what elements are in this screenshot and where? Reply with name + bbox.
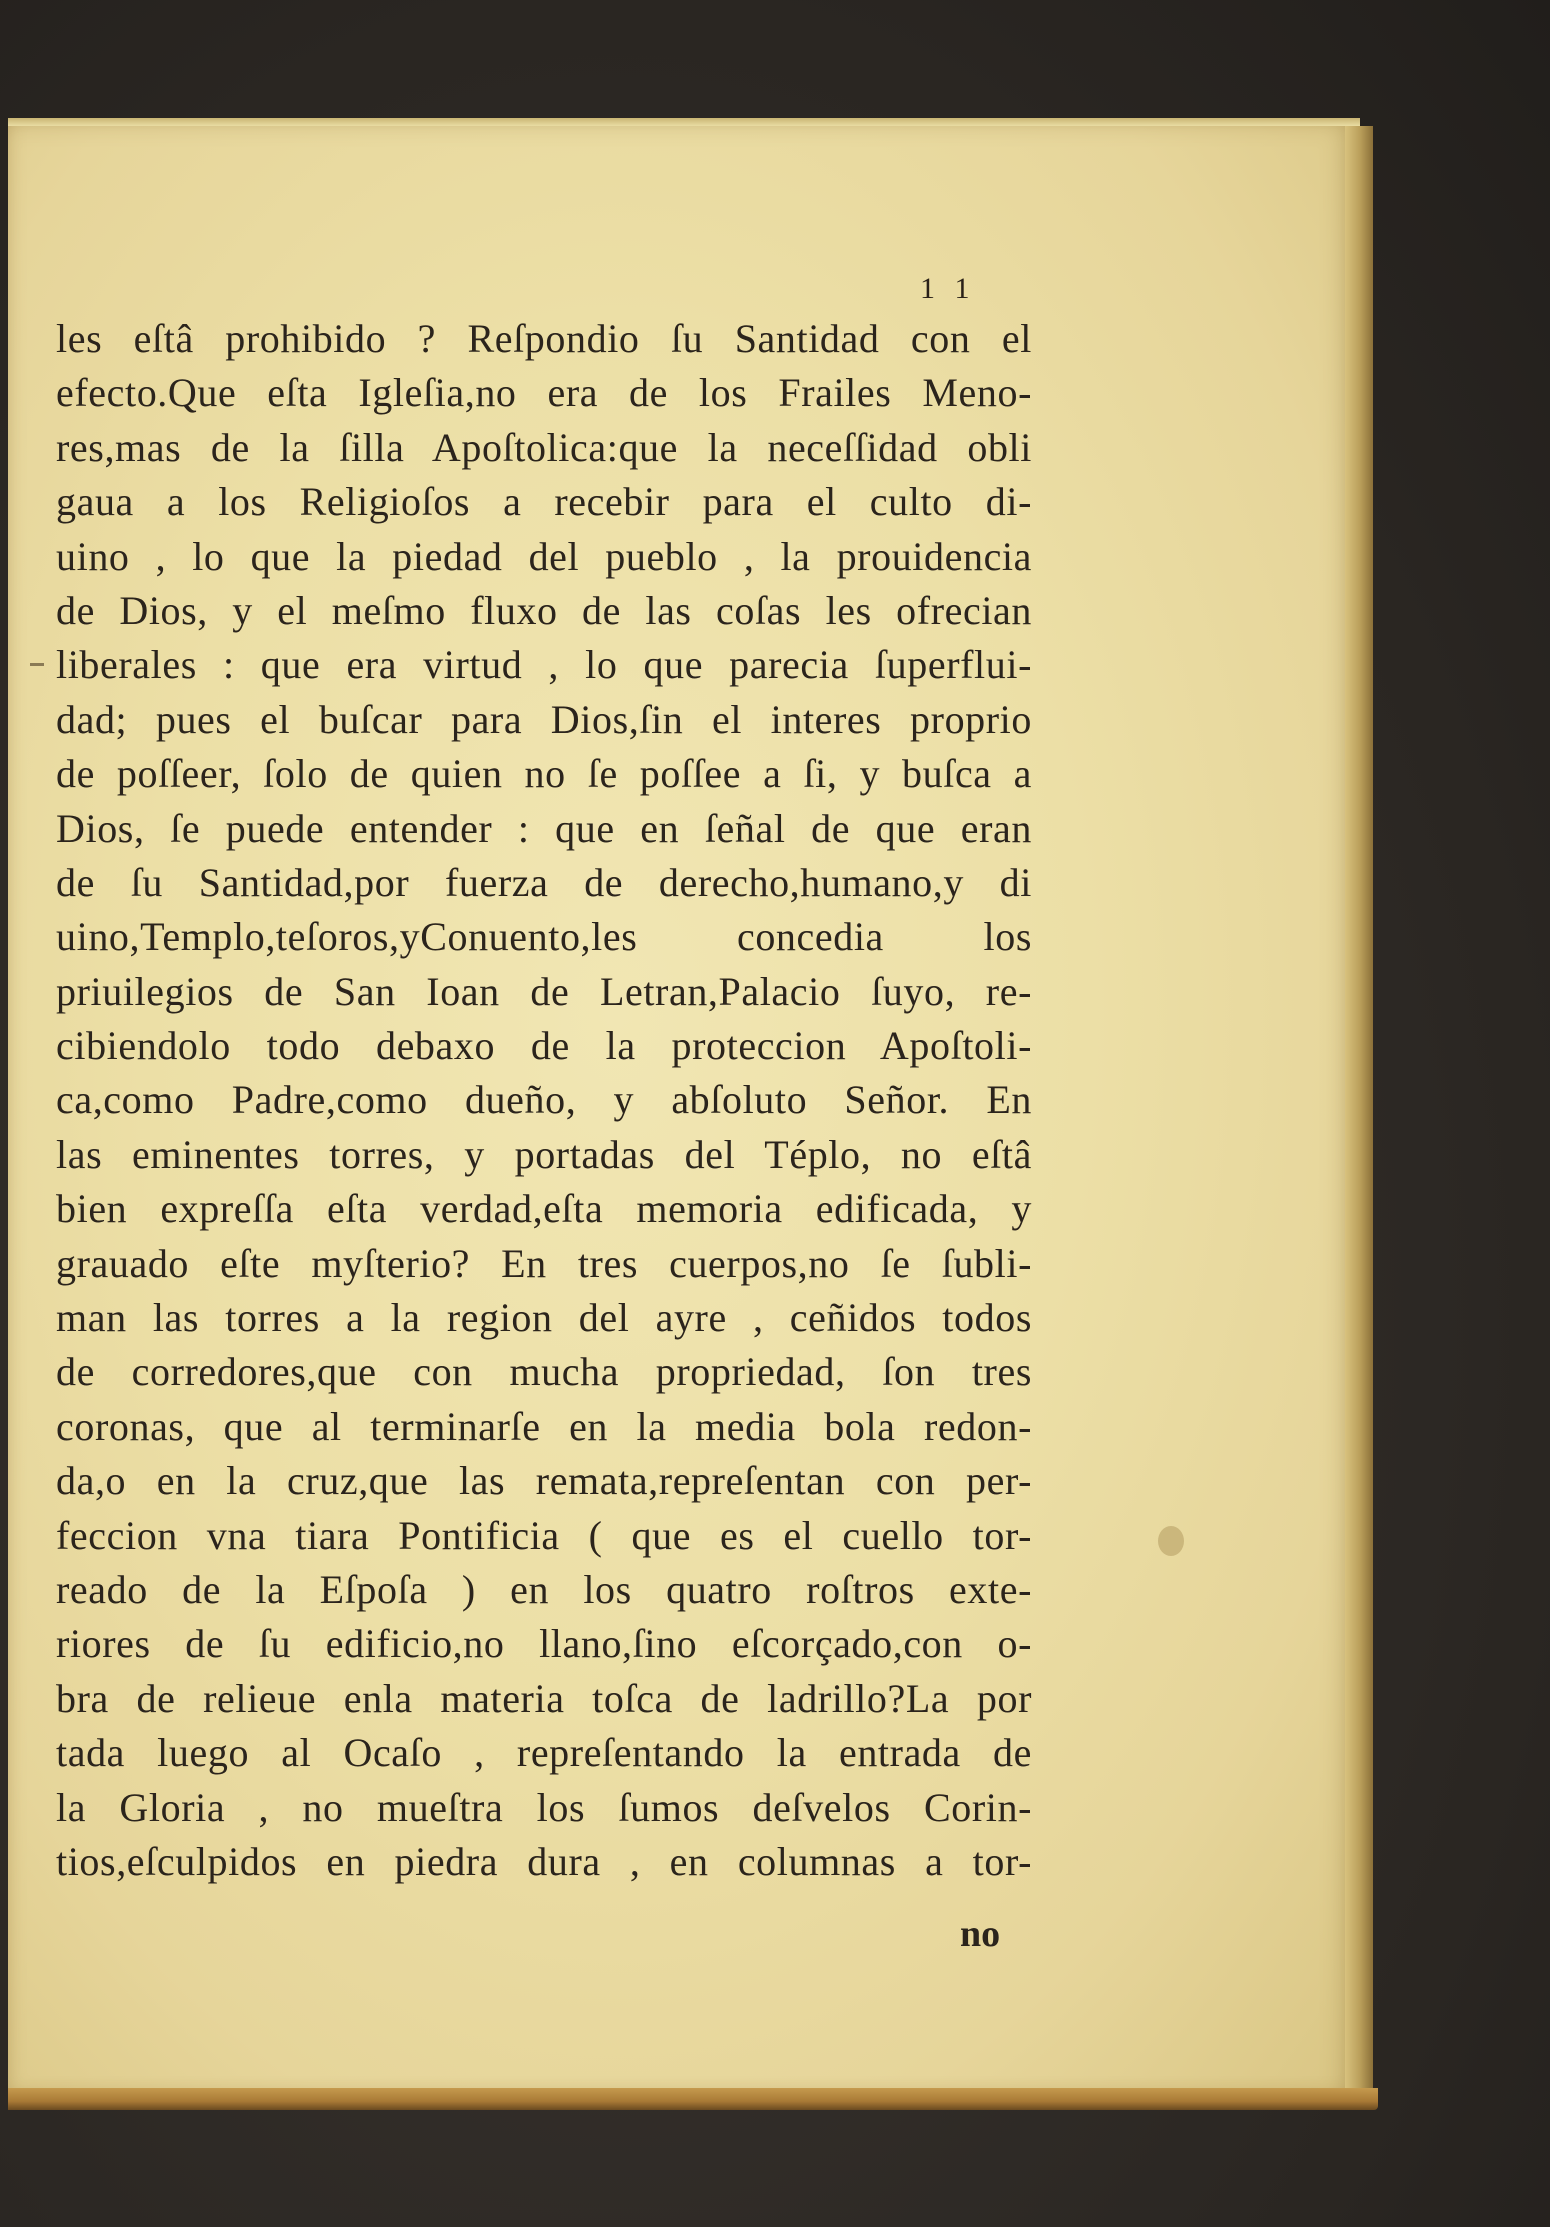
page-top-edge — [8, 118, 1360, 126]
text-line: gaua a los Religioſos a recebir para el culto di- — [56, 479, 1032, 525]
text-line: uino,Templo,teſoros,yConuento,les concedia los — [56, 914, 1032, 960]
text-line: da,o en la cruz,que las remata,repreſentan con per- — [56, 1458, 1032, 1504]
text-line: tios,eſculpidos en piedra dura , en columnas a tor- — [56, 1838, 1032, 1884]
text-line: liberales : que era virtud , lo que parecia ſuperflui- — [56, 642, 1032, 688]
text-line: ca,como Padre,como dueño, y abſoluto Señor. En — [56, 1077, 1032, 1123]
text-line: man las torres a la region del ayre , ceñidos todos — [56, 1295, 1032, 1341]
text-line: Dios, ſe puede entender : que en ſeñal de que eran — [56, 805, 1032, 851]
text-line: de poſſeer, ſolo de quien no ſe poſſee a ſi, y buſca a — [56, 751, 1032, 797]
text-line: de corredores,que con mucha propriedad, ſon tres — [56, 1349, 1032, 1395]
text-line: coronas, que al terminarſe en la media bola redon- — [56, 1403, 1032, 1449]
body-text — [56, 312, 1032, 1889]
text-line: de ſu Santidad,por fuerza de derecho,humano,y di — [56, 859, 1032, 905]
margin-mark — [30, 663, 44, 666]
page-bottom-edge — [8, 2088, 1378, 2110]
page-right-edge — [1345, 126, 1373, 2101]
text-line: de Dios, y el meſmo fluxo de las coſas les ofrecian — [56, 587, 1032, 633]
text-line: bien expreſſa eſta verdad,eſta memoria edificada, y — [56, 1186, 1032, 1232]
page-number: 1 1 — [920, 272, 976, 305]
text-line: riores de ſu edificio,no llano,ſino eſcorçado,con o- — [56, 1621, 1032, 1667]
paper-stain — [1158, 1526, 1184, 1556]
text-line: uino , lo que la piedad del pueblo , la prouidencia — [56, 533, 1032, 579]
text-line: cibiendolo todo debaxo de la proteccion Apoſtoli- — [56, 1023, 1032, 1069]
text-line: bra de relieue enla materia toſca de ladrillo?La por — [56, 1675, 1032, 1721]
text-line: feccion vna tiara Pontificia ( que es el cuello tor- — [56, 1512, 1032, 1558]
text-line: las eminentes torres, y portadas del Téplo, no eſtâ — [56, 1131, 1032, 1177]
text-line: efecto.Que eſta Igleſia,no era de los Frailes Meno- — [56, 370, 1032, 416]
catchword: no — [960, 1913, 1001, 1955]
text-line: tada luego al Ocaſo , repreſentando la entrada de — [56, 1730, 1032, 1776]
text-line: grauado eſte myſterio? En tres cuerpos,no ſe ſubli- — [56, 1240, 1032, 1286]
text-line: priuilegios de San Ioan de Letran,Palacio ſuyo, re- — [56, 968, 1032, 1014]
text-line: la Gloria , no mueſtra los ſumos deſvelos Corin- — [56, 1784, 1032, 1830]
text-line: dad; pues el buſcar para Dios,ſin el interes proprio — [56, 696, 1032, 742]
text-line: res,mas de la ſilla Apoſtolica:que la neceſſidad obli — [56, 424, 1032, 470]
text-line: les eſtâ prohibido ? Reſpondio ſu Santidad con el — [56, 316, 1032, 361]
text-line: reado de la Eſpoſa ) en los quatro roſtros exte- — [56, 1566, 1032, 1612]
